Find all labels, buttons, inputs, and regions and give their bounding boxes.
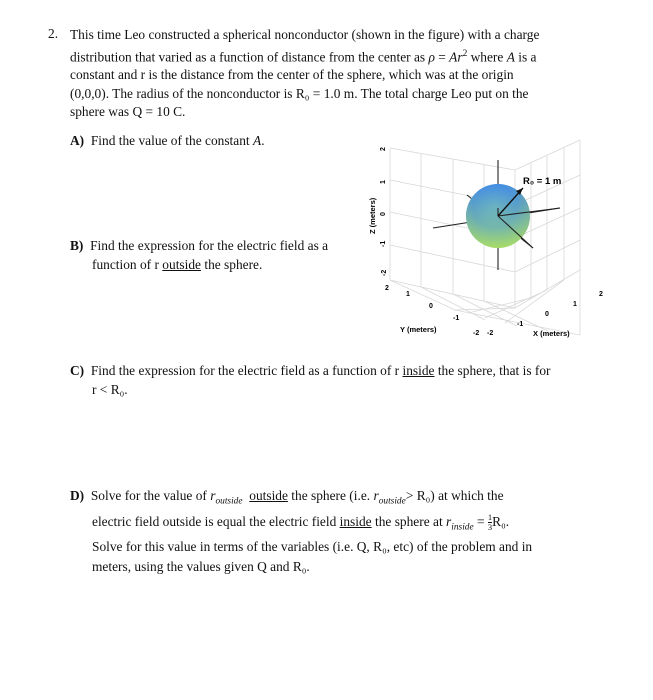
stem-line-2: distribution that varied as a function of distance from the center as $\rho = Ar^2$ where A is a xyxy=(70,48,537,64)
z-tick-1: 1 xyxy=(380,180,387,184)
z-tick-0: 0 xyxy=(380,212,387,216)
x-tick-0: 0 xyxy=(545,311,549,318)
part-c: C) Find the expression for the electric field as a function of r inside the sphere, that is for r < R₀. xyxy=(70,363,551,397)
y-tick-1: 1 xyxy=(406,291,410,298)
y-tick-minus-2: -2 xyxy=(473,330,480,337)
y-tick-2: 2 xyxy=(385,285,389,292)
part-d: D) Solve for the value of $r_{outside}$ outside the sphere (i.e. $r_{outside}> R_0$) at which the electric field outside is equal the electric field inside the sphere at $r_{inside}$ = $\frac{1}{3}$ R₀. Solve for this value in terms of the variables (i.e. Q, R₀, etc) of the problem and in meters, using the values given Q and R₀. xyxy=(70,488,533,575)
z-tick-minus-1: -1 xyxy=(380,240,387,247)
z-tick-minus-2: -2 xyxy=(381,269,388,276)
stem-line-3: constant and r is the distance from the center of the sphere, which was at the origin xyxy=(70,67,514,83)
sphere-figure xyxy=(355,130,615,350)
stem-line-1: This time Leo constructed a spherical nonconductor (shown in the figure) with a charge xyxy=(70,27,540,42)
formula-rho: ρ xyxy=(428,48,435,64)
question-number: 2. xyxy=(48,26,59,41)
stem-line-5: sphere was Q = 10 C. xyxy=(70,104,186,120)
part-a: A) Find the value of the constant A. xyxy=(70,133,265,148)
part-b: B) Find the expression for the electric field as a function of r outside the sphere. xyxy=(70,238,329,272)
x-axis-label: X (meters) xyxy=(533,329,570,338)
part-d-label: D) xyxy=(70,488,85,503)
part-a-label: A) xyxy=(70,133,85,148)
fraction-one-third: $\frac{1}{3}$ xyxy=(487,512,493,533)
question-stem xyxy=(70,26,610,122)
z-axis-label: Z (meters) xyxy=(368,197,377,234)
z-tick-2: 2 xyxy=(380,147,387,151)
x-tick-minus-1: -1 xyxy=(517,321,524,328)
x-tick-minus-2: -2 xyxy=(487,330,494,337)
x-tick-1: 1 xyxy=(573,301,577,308)
y-axis-label: Y (meters) xyxy=(400,325,437,334)
part-c-label: C) xyxy=(70,363,85,378)
x-tick-2: 2 xyxy=(599,291,603,298)
stem-line-4: (0,0,0). The radius of the nonconductor is R₀ = 1.0 m. The total charge Leo put on the xyxy=(70,85,529,101)
y-tick-0: 0 xyxy=(429,303,433,310)
y-tick-minus-1: -1 xyxy=(453,315,460,322)
radius-label: R₀ = 1 m xyxy=(523,176,562,187)
part-b-label: B) xyxy=(70,238,84,253)
